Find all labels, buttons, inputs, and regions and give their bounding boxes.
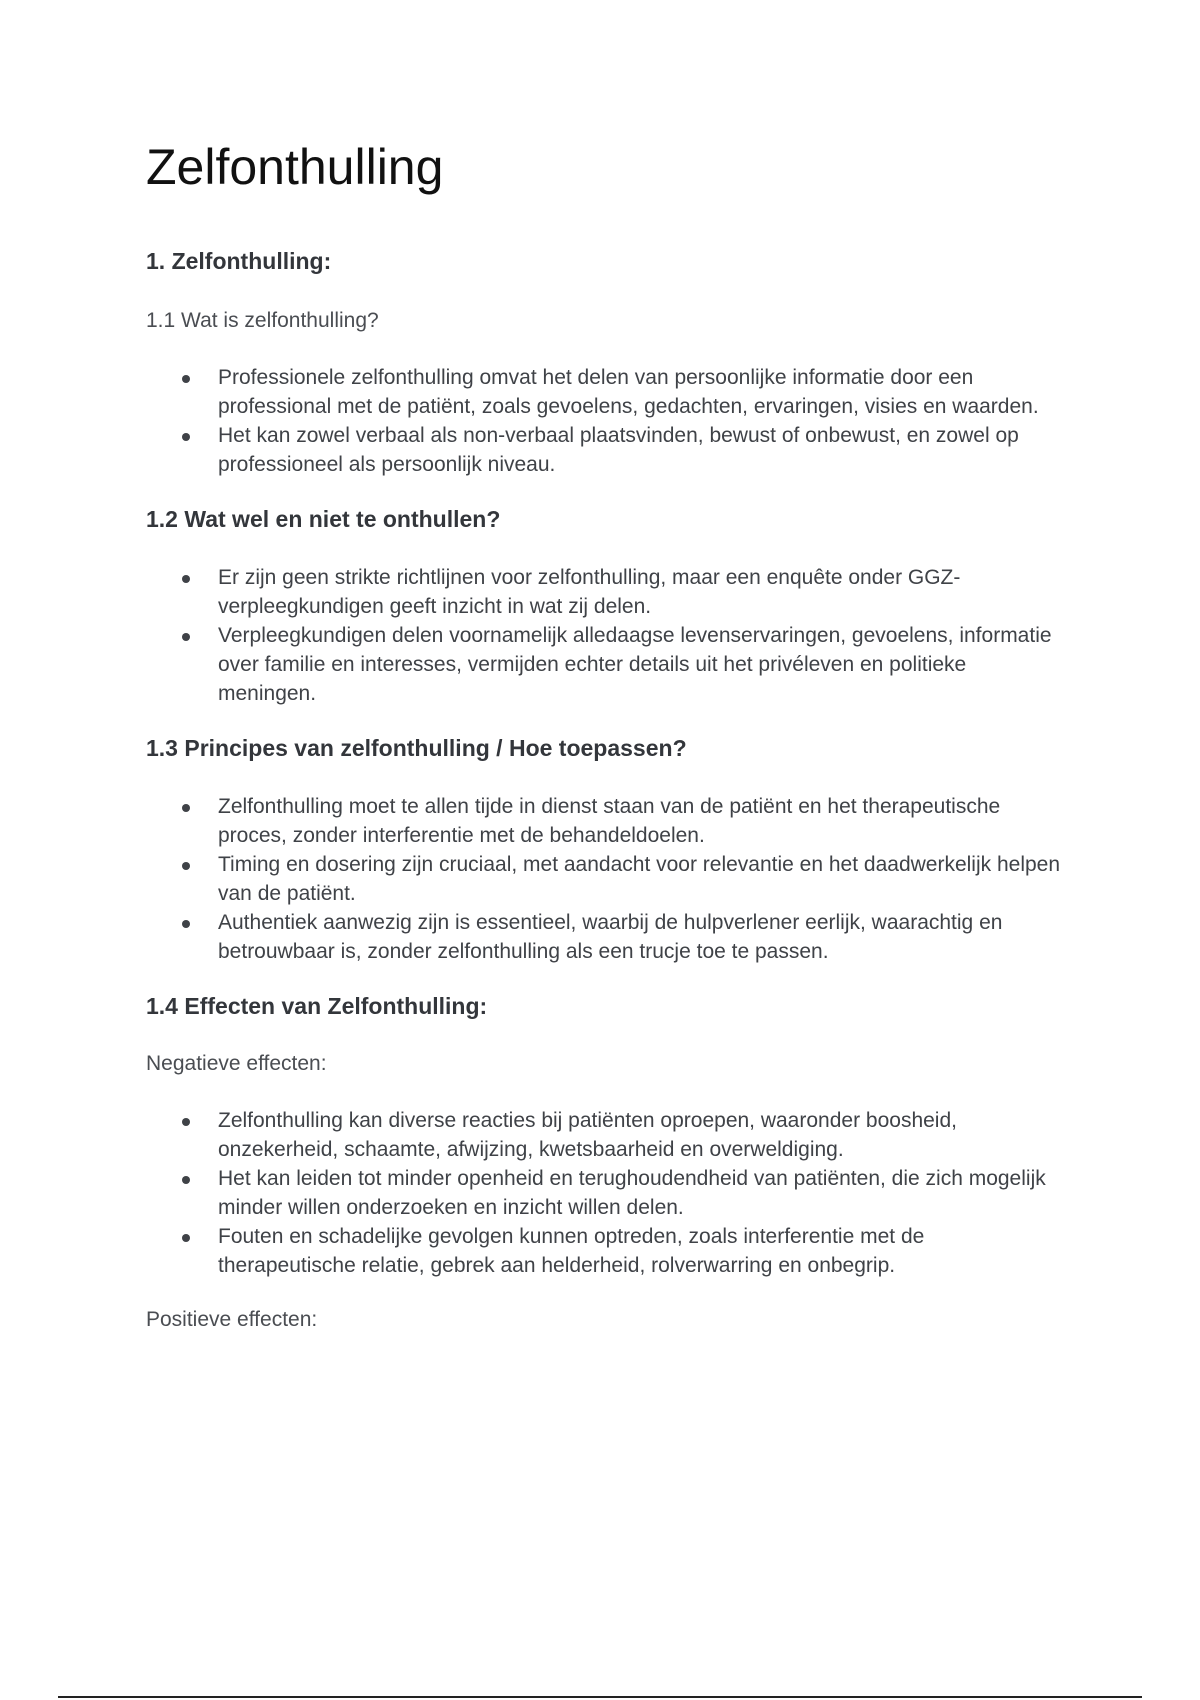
bullet-icon: [182, 633, 190, 641]
section-heading: 1. Zelfonthulling:: [146, 248, 332, 274]
bullet-list-1-2: [146, 563, 1066, 708]
bullet-list-1-3: [146, 792, 1066, 966]
list-item: Professionele zelfonthulling omvat het delen van persoonlijke informatie door een professional met de patiënt, zoals gevoelens, gedachten, ervaringen, visies en waarden.: [218, 363, 1066, 421]
bullet-icon: [182, 575, 190, 583]
bullet-list-negative-effects: [146, 1106, 1066, 1280]
subsection-heading-1-2: 1.2 Wat wel en niet te onthullen?: [146, 506, 501, 533]
bullet-icon: [182, 433, 190, 441]
document-title: Zelfonthulling: [146, 139, 444, 195]
bullet-icon: [182, 1234, 190, 1242]
bullet-icon: [182, 920, 190, 928]
list-item: Zelfonthulling moet te allen tijde in dienst staan van de patiënt en het therapeutische proces, zonder interferentie met de behandeldoelen.: [218, 792, 1066, 850]
list-item: Fouten en schadelijke gevolgen kunnen optreden, zoals interferentie met de therapeutische relatie, gebrek aan helderheid, rolverwarring en onbegrip.: [218, 1222, 1066, 1280]
page-bottom-divider: [58, 1696, 1142, 1698]
list-item: Het kan zowel verbaal als non-verbaal plaatsvinden, bewust of onbewust, en zowel op professioneel als persoonlijk niveau.: [218, 421, 1066, 479]
bullet-icon: [182, 375, 190, 383]
document-content: [146, 140, 1066, 1363]
list-item: Timing en dosering zijn cruciaal, met aandacht voor relevantie en het daadwerkelijk helpen van de patiënt.: [218, 850, 1066, 908]
list-item: Er zijn geen strikte richtlijnen voor zelfonthulling, maar een enquête onder GGZ-verpleegkundigen geeft inzicht in wat zij delen.: [218, 563, 1066, 621]
bullet-list-1-1: [146, 363, 1066, 479]
bullet-icon: [182, 1118, 190, 1126]
subsection-heading-1-3: 1.3 Principes van zelfonthulling / Hoe toepassen?: [146, 735, 687, 762]
subsection-heading-1-4: 1.4 Effecten van Zelfonthulling:: [146, 993, 488, 1020]
list-item: Het kan leiden tot minder openheid en terughoudendheid van patiënten, die zich mogelijk minder willen onderzoeken en inzicht willen delen.: [218, 1164, 1066, 1222]
positive-effects-label: Positieve effecten:: [146, 1308, 318, 1332]
list-item: Zelfonthulling kan diverse reacties bij patiënten oproepen, waaronder boosheid, onzekerheid, schaamte, afwijzing, kwetsbaarheid en overweldiging.: [218, 1106, 1066, 1164]
subsection-heading-1-1: 1.1 Wat is zelfonthulling?: [146, 308, 379, 332]
list-item: Verpleegkundigen delen voornamelijk alledaagse levenservaringen, gevoelens, informatie over familie en interesses, vermijden echter details uit het privéleven en politieke meningen.: [218, 621, 1066, 708]
bullet-icon: [182, 804, 190, 812]
list-item: Authentiek aanwezig zijn is essentieel, waarbij de hulpverlener eerlijk, waarachtig en betrouwbaar is, zonder zelfonthulling als een trucje toe te passen.: [218, 908, 1066, 966]
bullet-icon: [182, 1176, 190, 1184]
negative-effects-label: Negatieve effecten:: [146, 1051, 327, 1075]
bullet-icon: [182, 862, 190, 870]
